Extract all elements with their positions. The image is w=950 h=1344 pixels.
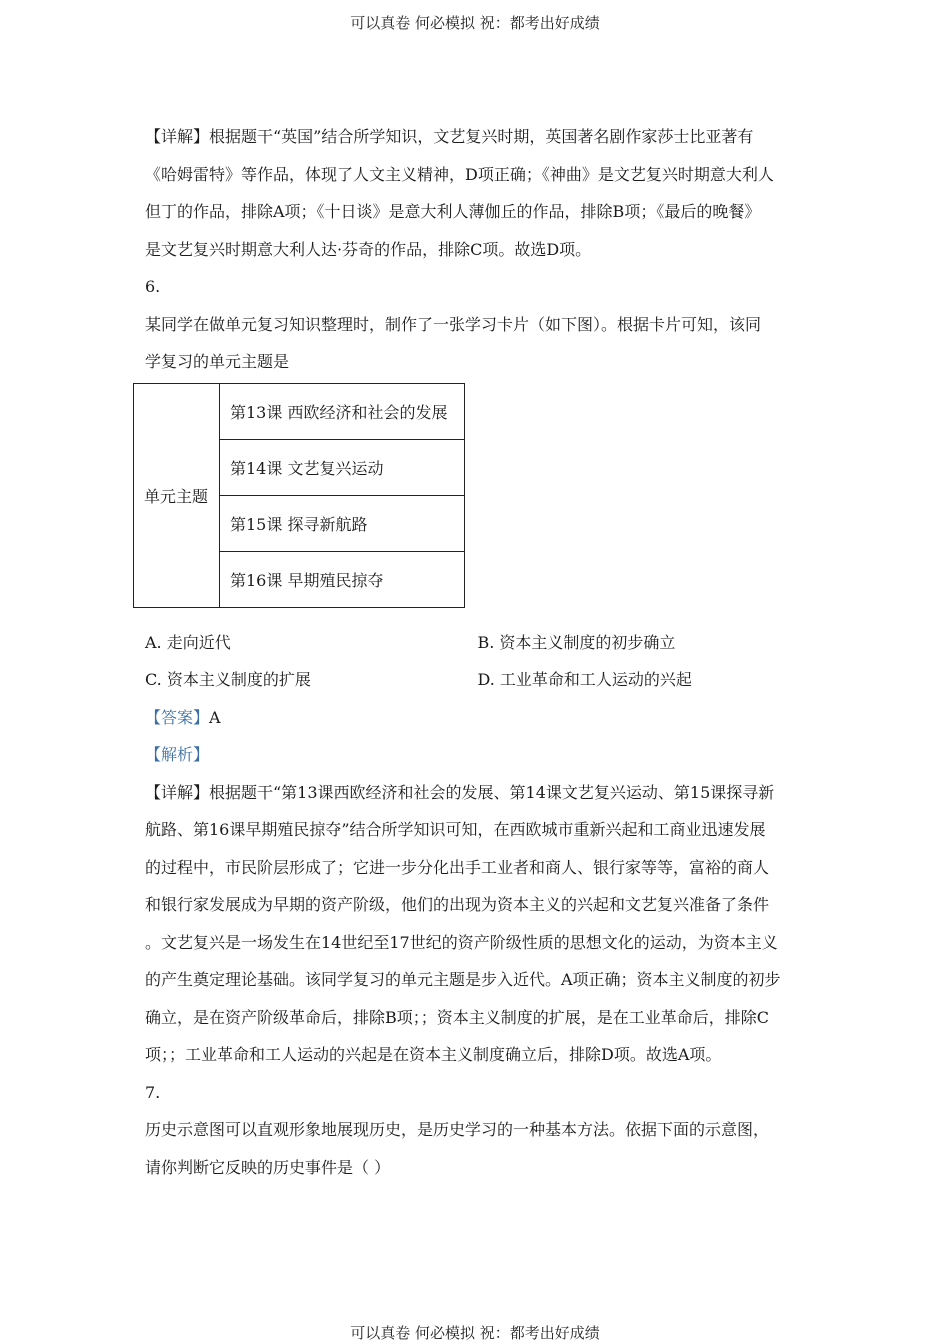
option-d: D. 工业革命和工人运动的兴起: [477, 670, 692, 689]
card-lesson-cell: 第15课 探寻新航路: [220, 495, 465, 551]
card-lesson-cell: 第16课 早期殖民掠夺: [220, 551, 465, 607]
page-footer: 可以真卷 何必模拟 祝：都考出好成绩: [350, 1324, 600, 1342]
q5-detail-line: 【详解】根据题干“英国”结合所学知识，文艺复兴时期，英国著名剧作家莎士比亚著有: [145, 127, 754, 146]
q6-options: [145, 624, 810, 699]
q5-detail-line: 但丁的作品，排除A项；《十日谈》是意大利人薄伽丘的作品，排除B项；《最后的晚餐》: [145, 202, 761, 221]
q6-detail-line: 项；；工业革命和工人运动的兴起是在资本主义制度确立后，排除D项。故选A项。: [145, 1045, 722, 1064]
q6-number: 6.: [145, 277, 161, 296]
document-body: [145, 118, 810, 1186]
option-b: B. 资本主义制度的初步确立: [477, 632, 676, 652]
q5-detail: [145, 118, 810, 268]
q6-stem-line: 学复习的单元主题是: [145, 352, 290, 371]
q6-detail-line: 的过程中，市民阶层形成了；它进一步分化出手工业者和商人、银行家等等，富裕的商人: [145, 857, 770, 877]
analysis-label: 【解析】: [145, 745, 210, 764]
q7-number: 7.: [145, 1082, 161, 1102]
answer-label: 【答案】: [145, 707, 210, 727]
q6-detail-line: 和银行家发展成为早期的资产阶级，他们的出现为资本主义的兴起和文艺复兴准备了条件: [145, 895, 770, 914]
q6-stem-line: 某同学在做单元复习知识整理时，制作了一张学习卡片（如下图）。根据卡片可知，该同: [145, 314, 762, 334]
q5-detail-line: 是文艺复兴时期意大利人达·芬奇的作品，排除C项。故选D项。: [145, 239, 592, 259]
q7-stem-line: 历史示意图可以直观形象地展现历史，是历史学习的一种基本方法。依据下面的示意图，: [145, 1120, 770, 1139]
q6-detail-line: 航路、第16课早期殖民掠夺”结合所学知识可知，在西欧城市重新兴起和工商业迅速发展: [145, 820, 766, 839]
card-lesson-cell: 第14课 文艺复兴运动: [220, 439, 465, 495]
q6-detail-line: 。文艺复兴是一场发生在14世纪至17世纪的资产阶级性质的思想文化的运动，为资本主义: [145, 932, 778, 952]
answer-value: A: [209, 707, 221, 727]
q6-detail: [145, 774, 810, 1074]
option-c: C. 资本主义制度的扩展: [145, 670, 311, 689]
card-lesson-cell: 第13课 西欧经济和社会的发展: [220, 383, 465, 439]
answer-line: [145, 699, 810, 737]
q6-detail-line: 确立，是在资产阶级革命后，排除B项；；资本主义制度的扩展，是在工业革命后，排除C: [145, 1007, 770, 1027]
study-card-table: [133, 383, 465, 608]
q5-detail-line: 《哈姆雷特》等作品，体现了人文主义精神，D项正确；《神曲》是文艺复兴时期意大利人: [145, 164, 774, 184]
option-a: A. 走向近代: [145, 632, 231, 652]
card-theme-cell: 单元主题: [134, 383, 220, 607]
page-header: 可以真卷 何必模拟 祝：都考出好成绩: [350, 14, 600, 32]
q6-detail-line: 的产生奠定理论基础。该同学复习的单元主题是步入近代。A项正确；资本主义制度的初步: [145, 970, 781, 989]
q7-stem-line: 请你判断它反映的历史事件是（ ）: [145, 1157, 391, 1177]
q6-detail-line: 【详解】根据题干“第13课西欧经济和社会的发展、第14课文艺复兴运动、第15课探寻新: [145, 782, 775, 802]
